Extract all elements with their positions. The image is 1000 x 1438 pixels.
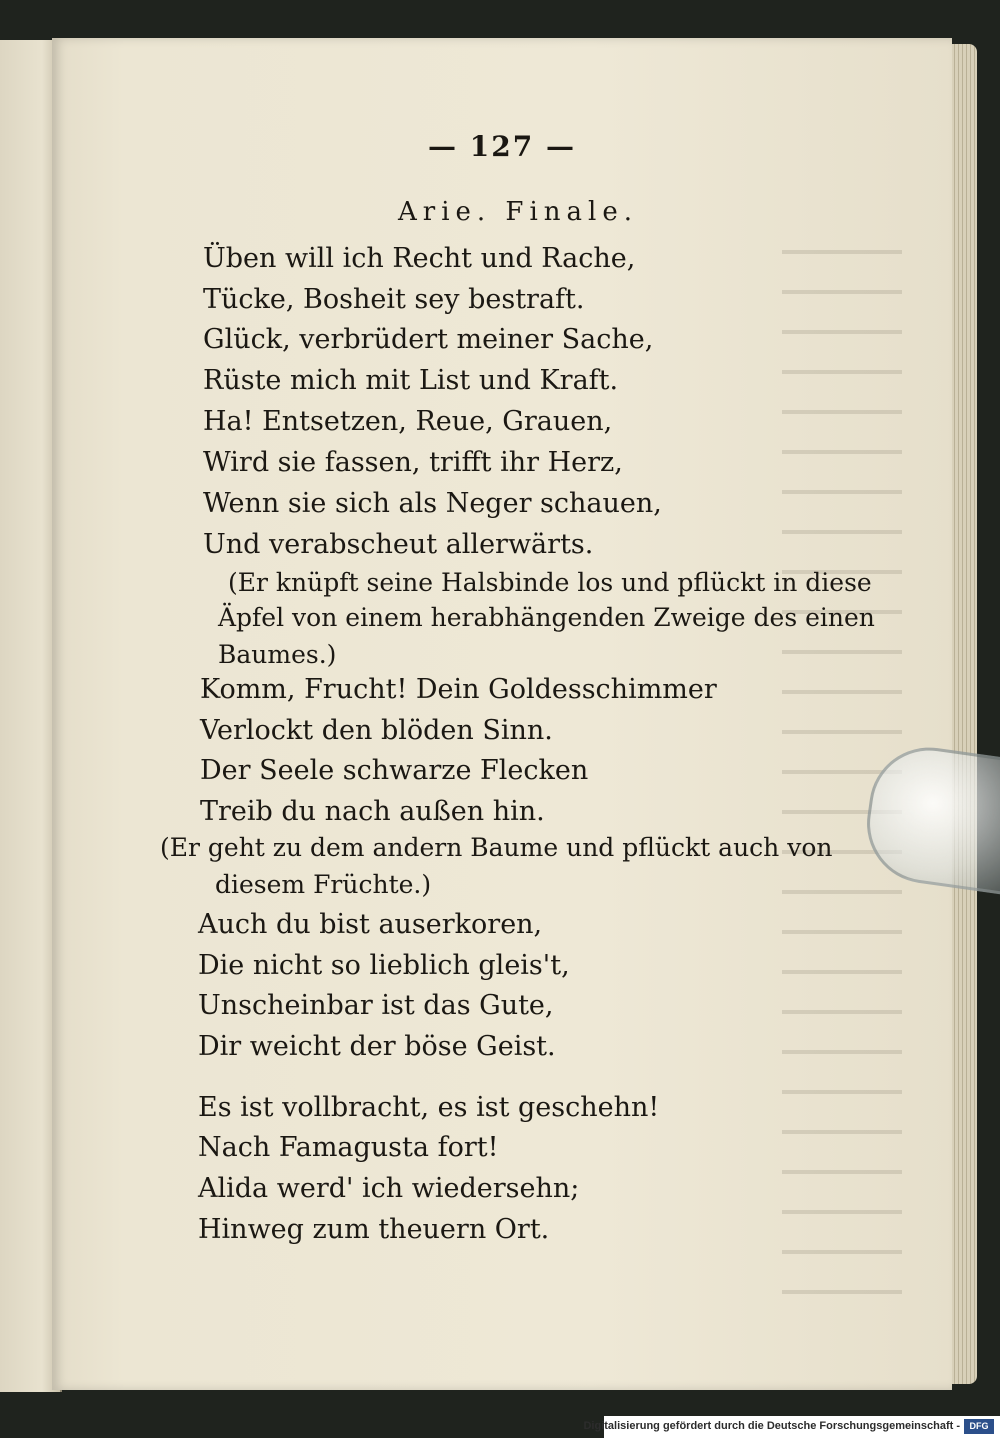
stage-direction: diesem Früchte.) xyxy=(215,870,432,899)
verse-line: Komm, Frucht! Dein Goldesschimmer xyxy=(200,674,717,705)
verse-line: Es ist vollbracht, es ist geschehn! xyxy=(198,1092,660,1123)
verse-line: Treib du nach außen hin. xyxy=(200,796,545,827)
verse-line: Die nicht so lieblich gleis't, xyxy=(198,950,570,981)
page-number: — 127 — xyxy=(428,130,576,163)
verse-line: Dir weicht der böse Geist. xyxy=(198,1031,556,1062)
verse-line: Wird sie fassen, trifft ihr Herz, xyxy=(203,447,623,478)
verse-line: Nach Famagusta fort! xyxy=(198,1132,499,1163)
stage-direction: (Er knüpft seine Halsbinde los und pflückt in diese xyxy=(228,568,872,597)
verse-line: Üben will ich Recht und Rache, xyxy=(203,243,636,274)
verse-line: Und verabscheut allerwärts. xyxy=(203,529,594,560)
stage-direction: Äpfel von einem herabhängenden Zweige des einen xyxy=(218,603,875,632)
verse-line: Tücke, Bosheit sey bestraft. xyxy=(203,284,585,315)
dfg-credit: Digitalisierung gefördert durch die Deutsche Forschungsgemeinschaft - xyxy=(583,1420,960,1432)
verse-line: Der Seele schwarze Flecken xyxy=(200,755,589,786)
verse-line: Unscheinbar ist das Gute, xyxy=(198,990,554,1021)
verse-line: Hinweg zum theuern Ort. xyxy=(198,1214,550,1245)
verse-line: Wenn sie sich als Neger schauen, xyxy=(203,488,662,519)
stage-direction: Baumes.) xyxy=(218,640,337,669)
verse-line: Glück, verbrüdert meiner Sache, xyxy=(203,324,654,355)
verse-line: Verlockt den blöden Sinn. xyxy=(200,715,553,746)
aria-heading: Arie. Finale. xyxy=(398,197,639,227)
dfg-logo: DFG xyxy=(964,1419,994,1434)
stage-direction: (Er geht zu dem andern Baume und pflückt auch von xyxy=(160,833,833,862)
verse-line: Rüste mich mit List und Kraft. xyxy=(203,365,619,396)
verse-line: Alida werd' ich wiedersehn; xyxy=(198,1173,580,1204)
verse-line: Ha! Entsetzen, Reue, Grauen, xyxy=(203,406,613,437)
verse-line: Auch du bist auserkoren, xyxy=(198,909,543,940)
